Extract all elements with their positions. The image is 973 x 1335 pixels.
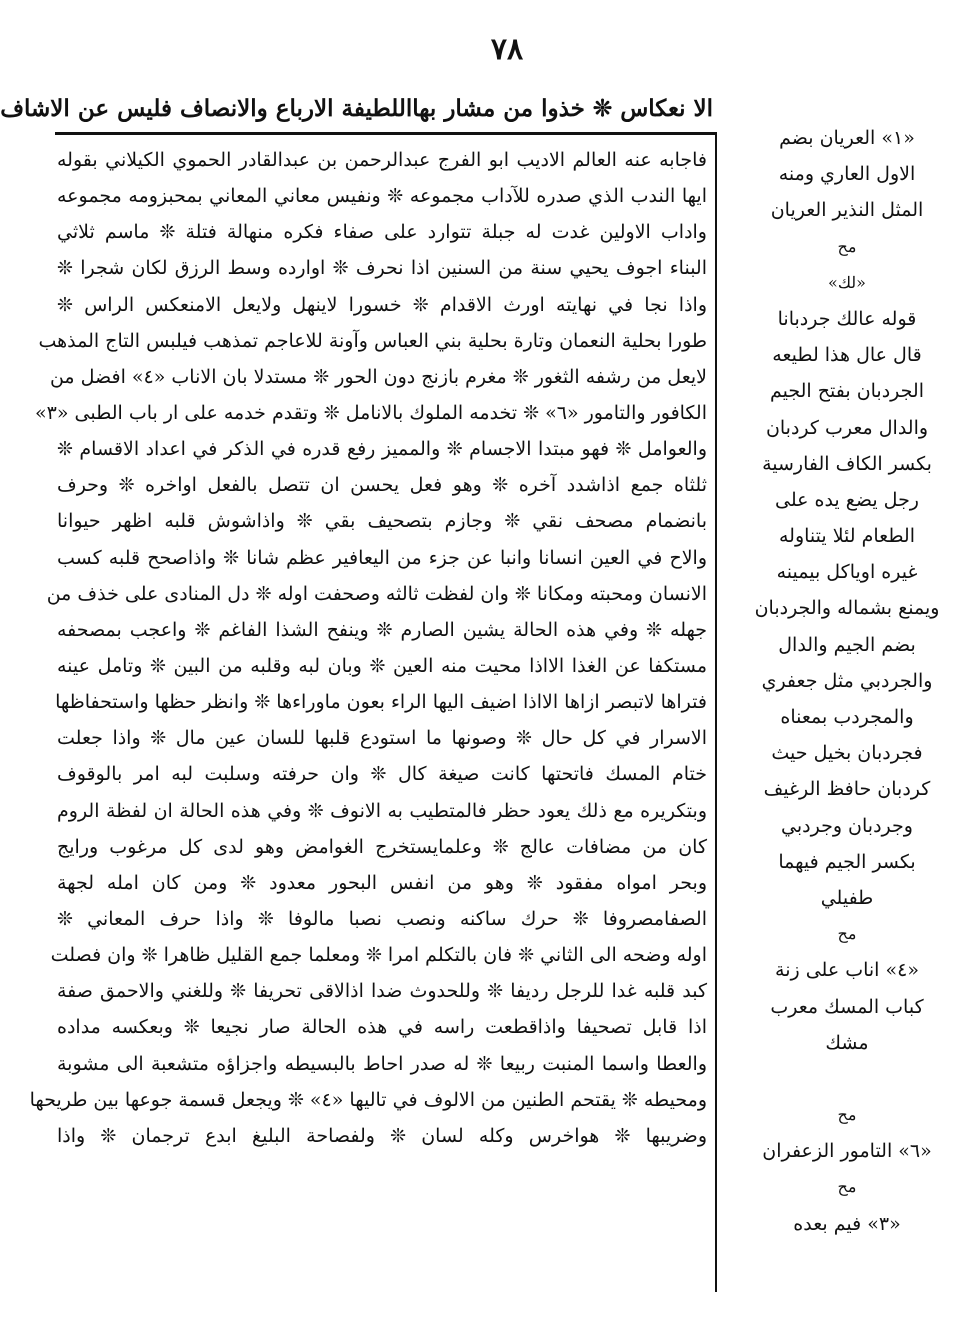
margin-note-line: «٤» اناب على زنة — [775, 959, 919, 982]
text-line: واداب الاولين غدت له جبلة تتوارد على صفاء فكره منهالة فتلة ❊ ماسم ثلاثي — [57, 221, 707, 244]
running-header: الا نعكاس ❊ خذوا من مشار بهااللطيفة الارباع والانصاف فليس عن الاشاف — [0, 95, 713, 122]
text-line: البناء اجوف يحيي سنة من السنين اذا نحرف ❊ اوارده وسط الرزق لكان شجرا ❊ — [57, 257, 707, 280]
margin-note-line: «لك» — [828, 272, 866, 292]
margin-note-line: فجردبان بخيل حيث — [771, 742, 923, 765]
text-line: بانضمام مصحف نقي ❊ وجازم بتصحيف بقي ❊ واذاشوش قلبه اظهر حيوانا — [57, 510, 707, 533]
margin-note-line: الطعام لئلا يتناوله — [778, 525, 915, 548]
text-line: وضريبها ❊ هواخرس وكله لسان ❊ ولفصاحة البليغ ابدع ترجمان ❊ واذا — [57, 1124, 707, 1147]
margin-note-line: الجردبان بفتح الجيم — [770, 380, 924, 403]
margin-note-spacer — [731, 1061, 963, 1097]
main-text-column — [29, 142, 707, 1154]
text-line: الانسان ومحبته ومكانا ❊ وان لفظت ثالثه وصحفت اوله ❊ دل المنادى على خذف من — [46, 582, 707, 605]
margin-note-line: رجل يضع يده على — [775, 488, 919, 511]
margin-note-line: والدال معرب كردبان — [765, 416, 929, 439]
margin-notes-column — [731, 120, 963, 1242]
text-line: والعطا واسما المنبت ربيعا ❊ له صدر احاط بالبسيطه واجزاؤه متشعبة الى مشوبة — [57, 1052, 707, 1075]
margin-note-line: والمجردب بمعناه — [780, 706, 914, 728]
margin-note-line: «١» العريان بضم — [779, 127, 915, 149]
text-line: ختام المسك فاتحتها كانت صيغة كال ❊ وان حرفته وسلبت لبه امر بالوقوف — [57, 763, 707, 786]
margin-note-line: قال عال هذا لطيعه — [772, 344, 922, 367]
text-line: والاح في العين انسانا وانبا عن جزء من اليعافير عظم شانا ❊ واذاصحح قلبه كسب — [57, 546, 707, 569]
text-line: فاجابه عنه العالم الاديب ابو الفرج عبدالرحمن بن عبدالقادر الحموي الكيلاني بقوله — [57, 149, 707, 171]
text-line: الاسرار في كل حال ❊ وصونها ما استودع قلبها للسان عين مال ❊ واذا جعلت — [57, 727, 707, 750]
margin-note-line: مح — [837, 924, 857, 944]
text-line: اوله وضحه الى الثاني ❊ فان بالتكلم امرا ❊ ومعلما جمع القليل ظاهرا ❊ وان فصلت — [50, 944, 707, 967]
text-line: جهله ❊ وفي هذه الحالة يشين الصارم ❊ وينفح الشذا الفاغم ❊ واعجب بمصحفه — [57, 618, 707, 641]
margin-note-line: «٣» فيم بعده — [793, 1212, 901, 1235]
text-line: ومحيطه ❊ يقتحم الطنين من الالوف في تاليها «٤» ❊ ويجعل قسمة جوعها بين طريحها — [29, 1088, 707, 1111]
margin-note-line: غيره اوياكل بيمينه — [776, 561, 918, 584]
margin-note-line: كردبان حافظ الرغيف — [763, 778, 931, 801]
header-rule — [55, 132, 717, 135]
text-line: مستكفا عن الغذا الااذا محيت منه العين ❊ وبان لبه وقلبه من البين ❊ وتامل عينه — [57, 654, 707, 677]
text-line: لايعل من رشفه الثغور ❊ مغرم بازنج دون الحور ❊ مستدلا بان الاناب «٤» افضل من — [49, 365, 707, 388]
text-line: طورا بحلية النعمان وتارة بحلية بني العباس وآونة للاعاجم تمذهب فيلبس التاج المذهب — [38, 329, 707, 352]
text-line: فتراها لاتبصر ازاها الااذا اضيف اليها الراء بعون ماوراءها ❊ وانظر حظها واستحفاظها — [55, 691, 707, 714]
margin-note-line: بكسر الكاف الفارسية — [762, 452, 932, 475]
text-line: والعوامل ❊ فهو مبتدا الاجسام ❊ والمميز رفع قدره في الذكر في اعداد الاقسام ❊ — [57, 438, 707, 461]
margin-note-line: بضم الجيم والدال — [778, 633, 916, 656]
text-line: الكافور والتامور «٦» ❊ تخدمه الملوك بالانامل ❊ وتقدم خدمه على ار باب الطبى «٣» — [35, 401, 707, 424]
margin-note-line: وجردبان وجردبي — [781, 814, 913, 837]
text-line: واذا نجا في نهايته اورث الاقدام ❊ خسورا لاينهل ولايعل الامنعكس الراس ❊ — [57, 293, 707, 316]
text-line: كان من مضافات عالج ❊ وعلمايستخرج الغوامض وهو لدى كل مرغوب ورايج — [57, 835, 707, 858]
text-line: كبد قلبه غدا للرجل رديفا ❊ وللحدوث ضدا اذالاقى تحريفا ❊ وللغني والاحمق صفة — [57, 980, 707, 1003]
margin-note-line: كباب المسك معرب — [770, 995, 924, 1018]
text-line: الصفامصروفا ❊ حرك ساكنه ونصب نصبا مالوفا ❊ واذا حرف المعاني ❊ — [57, 907, 707, 930]
margin-note-line: قوله عالك جردبانا — [777, 307, 917, 330]
margin-note-line: مح — [837, 1177, 857, 1197]
margin-note-line: مشك — [825, 1031, 869, 1054]
margin-note-line: المثل النذير العريان — [770, 199, 924, 222]
margin-note-line: بكسر الجيم فيهما — [778, 850, 916, 873]
margin-note-line: مح — [837, 236, 857, 256]
text-line: وبتكريره مع ذلك يعود حظر فالمتطيب به الانوف ❊ وفي هذه الحالة ان لفظة الروم — [57, 799, 707, 822]
page-number: ٧٨ — [490, 32, 524, 67]
margin-note-line: الاول العاري ومنه — [778, 163, 916, 186]
margin-note-line: طفيلي — [820, 886, 874, 909]
text-line: ايها الندب الذي صدره للآداب مجموعه ❊ ونفيس معاني المعاني بمحبزومه مجموعه — [57, 185, 707, 208]
margin-note-line: والجردبي مثل جعفري — [761, 669, 933, 692]
text-line: ثلثاه جمع اذاشدد آخره ❊ وهو فعل يحسن ان تتصل بالفعل اواخره ❊ وحرف — [57, 474, 707, 497]
margin-note-line: «٦» التامور الزعفران — [762, 1140, 932, 1163]
column-divider — [715, 132, 717, 1292]
margin-note-line: مح — [837, 1105, 857, 1125]
margin-note-line: ويمنع بشماله والجردبان — [754, 597, 940, 620]
text-line: اذا قابل تصحيفا واذاقطعت راسه في هذه الحالة صار نجيعا ❊ وبعكسه مداده — [57, 1016, 707, 1039]
text-line: وبحر امواه مفقود ❊ وهو من انفس البحور معدود ❊ ومن كان امله لجهة — [57, 871, 707, 894]
